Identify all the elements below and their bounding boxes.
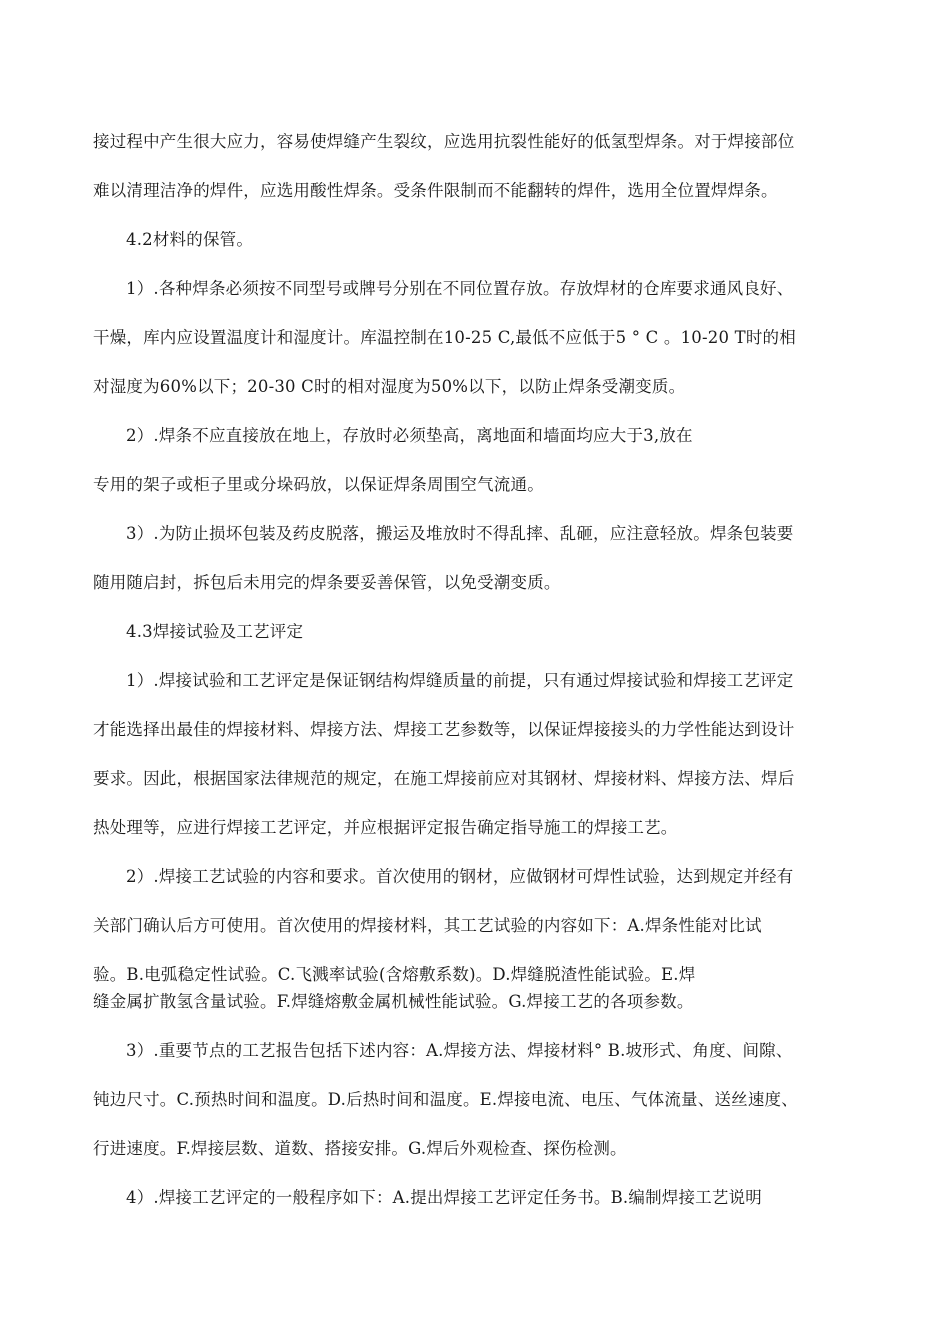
text-line: 1）.各种焊条必须按不同型号或牌号分别在不同位置存放。存放焊材的仓库要求通风良好、 <box>126 279 794 298</box>
text-line: 干燥，库内应设置温度计和湿度计。库温控制在10-25 C,最低不应低于5 ° C 。10-20 T时的相 <box>93 328 796 347</box>
text-line: 才能选择出最佳的焊接材料、焊接方法、焊接工艺参数等，以保证焊接接头的力学性能达到设计 <box>93 720 795 739</box>
text-line: 验。B.电弧稳定性试验。C.飞溅率试验(含熔敷系数)。D.焊缝脱渣性能试验。E.焊 <box>93 965 696 984</box>
text-line: 钝边尺寸。C.预热时间和温度。D.后热时间和温度。E.焊接电流、电压、气体流量、送丝速度、 <box>93 1090 798 1109</box>
text-line: 2）.焊接工艺试验的内容和要求。首次使用的钢材，应做钢材可焊性试验，达到规定并经有 <box>126 867 794 886</box>
section-heading: 4.2材料的保管。 <box>126 230 254 249</box>
text-line: 行进速度。F.焊接层数、道数、搭接安排。G.焊后外观检查、探伤检测。 <box>93 1139 627 1158</box>
text-line: 接过程中产生很大应力，容易使焊缝产生裂纹，应选用抗裂性能好的低氢型焊条。对于焊接部位 <box>93 132 795 151</box>
text-line: 关部门确认后方可使用。首次使用的焊接材料，其工艺试验的内容如下：A.焊条性能对比试 <box>93 916 762 935</box>
text-line: 2）.焊条不应直接放在地上，存放时必须垫高，离地面和墙面均应大于3,放在 <box>126 426 693 445</box>
text-line: 对湿度为60%以下；20-30 C时的相对湿度为50%以下，以防止焊条受潮变质。 <box>93 377 686 396</box>
text-line: 随用随启封，拆包后未用完的焊条要妥善保管，以免受潮变质。 <box>93 573 561 592</box>
text-line: 缝金属扩散氢含量试验。F.焊缝熔敷金属机械性能试验。G.焊接工艺的各项参数。 <box>93 992 694 1011</box>
text-line: 4）.焊接工艺评定的一般程序如下：A.提出焊接工艺评定任务书。B.编制焊接工艺说明 <box>126 1188 762 1207</box>
text-line: 难以清理洁净的焊件，应选用酸性焊条。受条件限制而不能翻转的焊件，选用全位置焊焊条。 <box>93 181 778 200</box>
text-line: 3）.为防止损坏包装及药皮脱落，搬运及堆放时不得乱摔、乱砸，应注意轻放。焊条包装要 <box>126 524 794 543</box>
text-line: 1）.焊接试验和工艺评定是保证钢结构焊缝质量的前提，只有通过焊接试验和焊接工艺评定 <box>126 671 794 690</box>
section-heading: 4.3焊接试验及工艺评定 <box>126 622 304 641</box>
text-line: 3）.重要节点的工艺报告包括下述内容：A.焊接方法、焊接材料° B.坡形式、角度、间隙、 <box>126 1041 793 1060</box>
text-line: 要求。因此，根据国家法律规范的规定，在施工焊接前应对其钢材、焊接材料、焊接方法、焊后 <box>93 769 795 788</box>
text-line: 专用的架子或柜子里或分垛码放，以保证焊条周围空气流通。 <box>93 475 544 494</box>
text-line: 热处理等，应进行焊接工艺评定，并应根据评定报告确定指导施工的焊接工艺。 <box>93 818 678 837</box>
